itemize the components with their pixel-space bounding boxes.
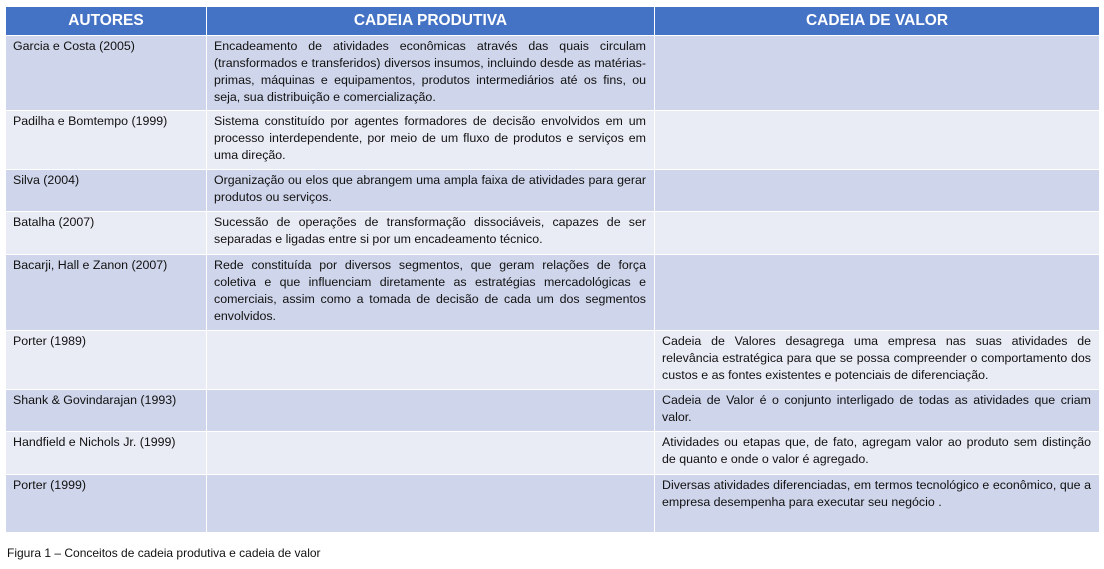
cadeia-produtiva-cell (207, 390, 655, 432)
table-row (6, 390, 1100, 432)
header-cadeia-produtiva: CADEIA PRODUTIVA (207, 7, 655, 36)
header-autores: AUTORES (6, 7, 207, 36)
table-row (6, 111, 1100, 170)
cadeia-produtiva-cell (207, 432, 655, 475)
header-cadeia-valor: CADEIA DE VALOR (655, 7, 1100, 36)
table-row (6, 331, 1100, 390)
table-row (6, 255, 1100, 331)
cadeia-produtiva-cell (207, 475, 655, 533)
autor-cell: Handfield e Nichols Jr. (1999) (6, 432, 207, 475)
autor-cell: Porter (1999) (6, 475, 207, 533)
table-row (6, 475, 1100, 533)
cadeia-produtiva-cell: Sistema constituído por agentes formadores de decisão envolvidos em um processo interdependente, por meio de um fluxo de produtos e serviços em uma direção. (207, 111, 655, 170)
header-row (6, 7, 1100, 36)
concepts-table (5, 6, 1100, 533)
cadeia-produtiva-cell: Organização ou elos que abrangem uma ampla faixa de atividades para gerar produtos ou serviços. (207, 170, 655, 212)
figure-caption: Figura 1 – Conceitos de cadeia produtiva e cadeia de valor (7, 546, 321, 560)
cadeia-valor-cell (655, 170, 1100, 212)
autor-cell: Garcia e Costa (2005) (6, 36, 207, 111)
cadeia-valor-cell: Cadeia de Valor é o conjunto interligado de todas as atividades que criam valor. (655, 390, 1100, 432)
table-row (6, 432, 1100, 475)
autor-cell: Batalha (2007) (6, 212, 207, 255)
cadeia-valor-cell (655, 212, 1100, 255)
cadeia-valor-cell: Diversas atividades diferenciadas, em termos tecnológico e econômico, que a empresa desempenha para executar seu negócio . (655, 475, 1100, 533)
cadeia-produtiva-cell: Rede constituída por diversos segmentos, que geram relações de força coletiva e que influenciam diretamente as estratégias mercadológicas e comerciais, assim como a tomada de decisão de cada um dos segmentos envolvidos. (207, 255, 655, 331)
cadeia-valor-cell: Cadeia de Valores desagrega uma empresa nas suas atividades de relevância estratégica para que se possa compreender o comportamento dos custos e as fontes existentes e potenciais de diferenciação. (655, 331, 1100, 390)
cadeia-produtiva-cell: Sucessão de operações de transformação dissociáveis, capazes de ser separadas e ligadas entre si por um encadeamento técnico. (207, 212, 655, 255)
cadeia-valor-cell: Atividades ou etapas que, de fato, agregam valor ao produto sem distinção de quanto e onde o valor é agregado. (655, 432, 1100, 475)
cadeia-produtiva-cell (207, 331, 655, 390)
autor-cell: Bacarji, Hall e Zanon (2007) (6, 255, 207, 331)
autor-cell: Shank & Govindarajan (1993) (6, 390, 207, 432)
cadeia-valor-cell (655, 36, 1100, 111)
cadeia-valor-cell (655, 111, 1100, 170)
table-row (6, 212, 1100, 255)
table-row (6, 36, 1100, 111)
cadeia-produtiva-cell: Encadeamento de atividades econômicas através das quais circulam (transformados e transferidos) diversos insumos, incluindo desde as matérias-primas, máquinas e equipamentos, produtos intermediários até os fins, ou seja, sua distribuição e comercialização. (207, 36, 655, 111)
autor-cell: Padilha e Bomtempo (1999) (6, 111, 207, 170)
cadeia-valor-cell (655, 255, 1100, 331)
autor-cell: Porter (1989) (6, 331, 207, 390)
table-row (6, 170, 1100, 212)
autor-cell: Silva (2004) (6, 170, 207, 212)
